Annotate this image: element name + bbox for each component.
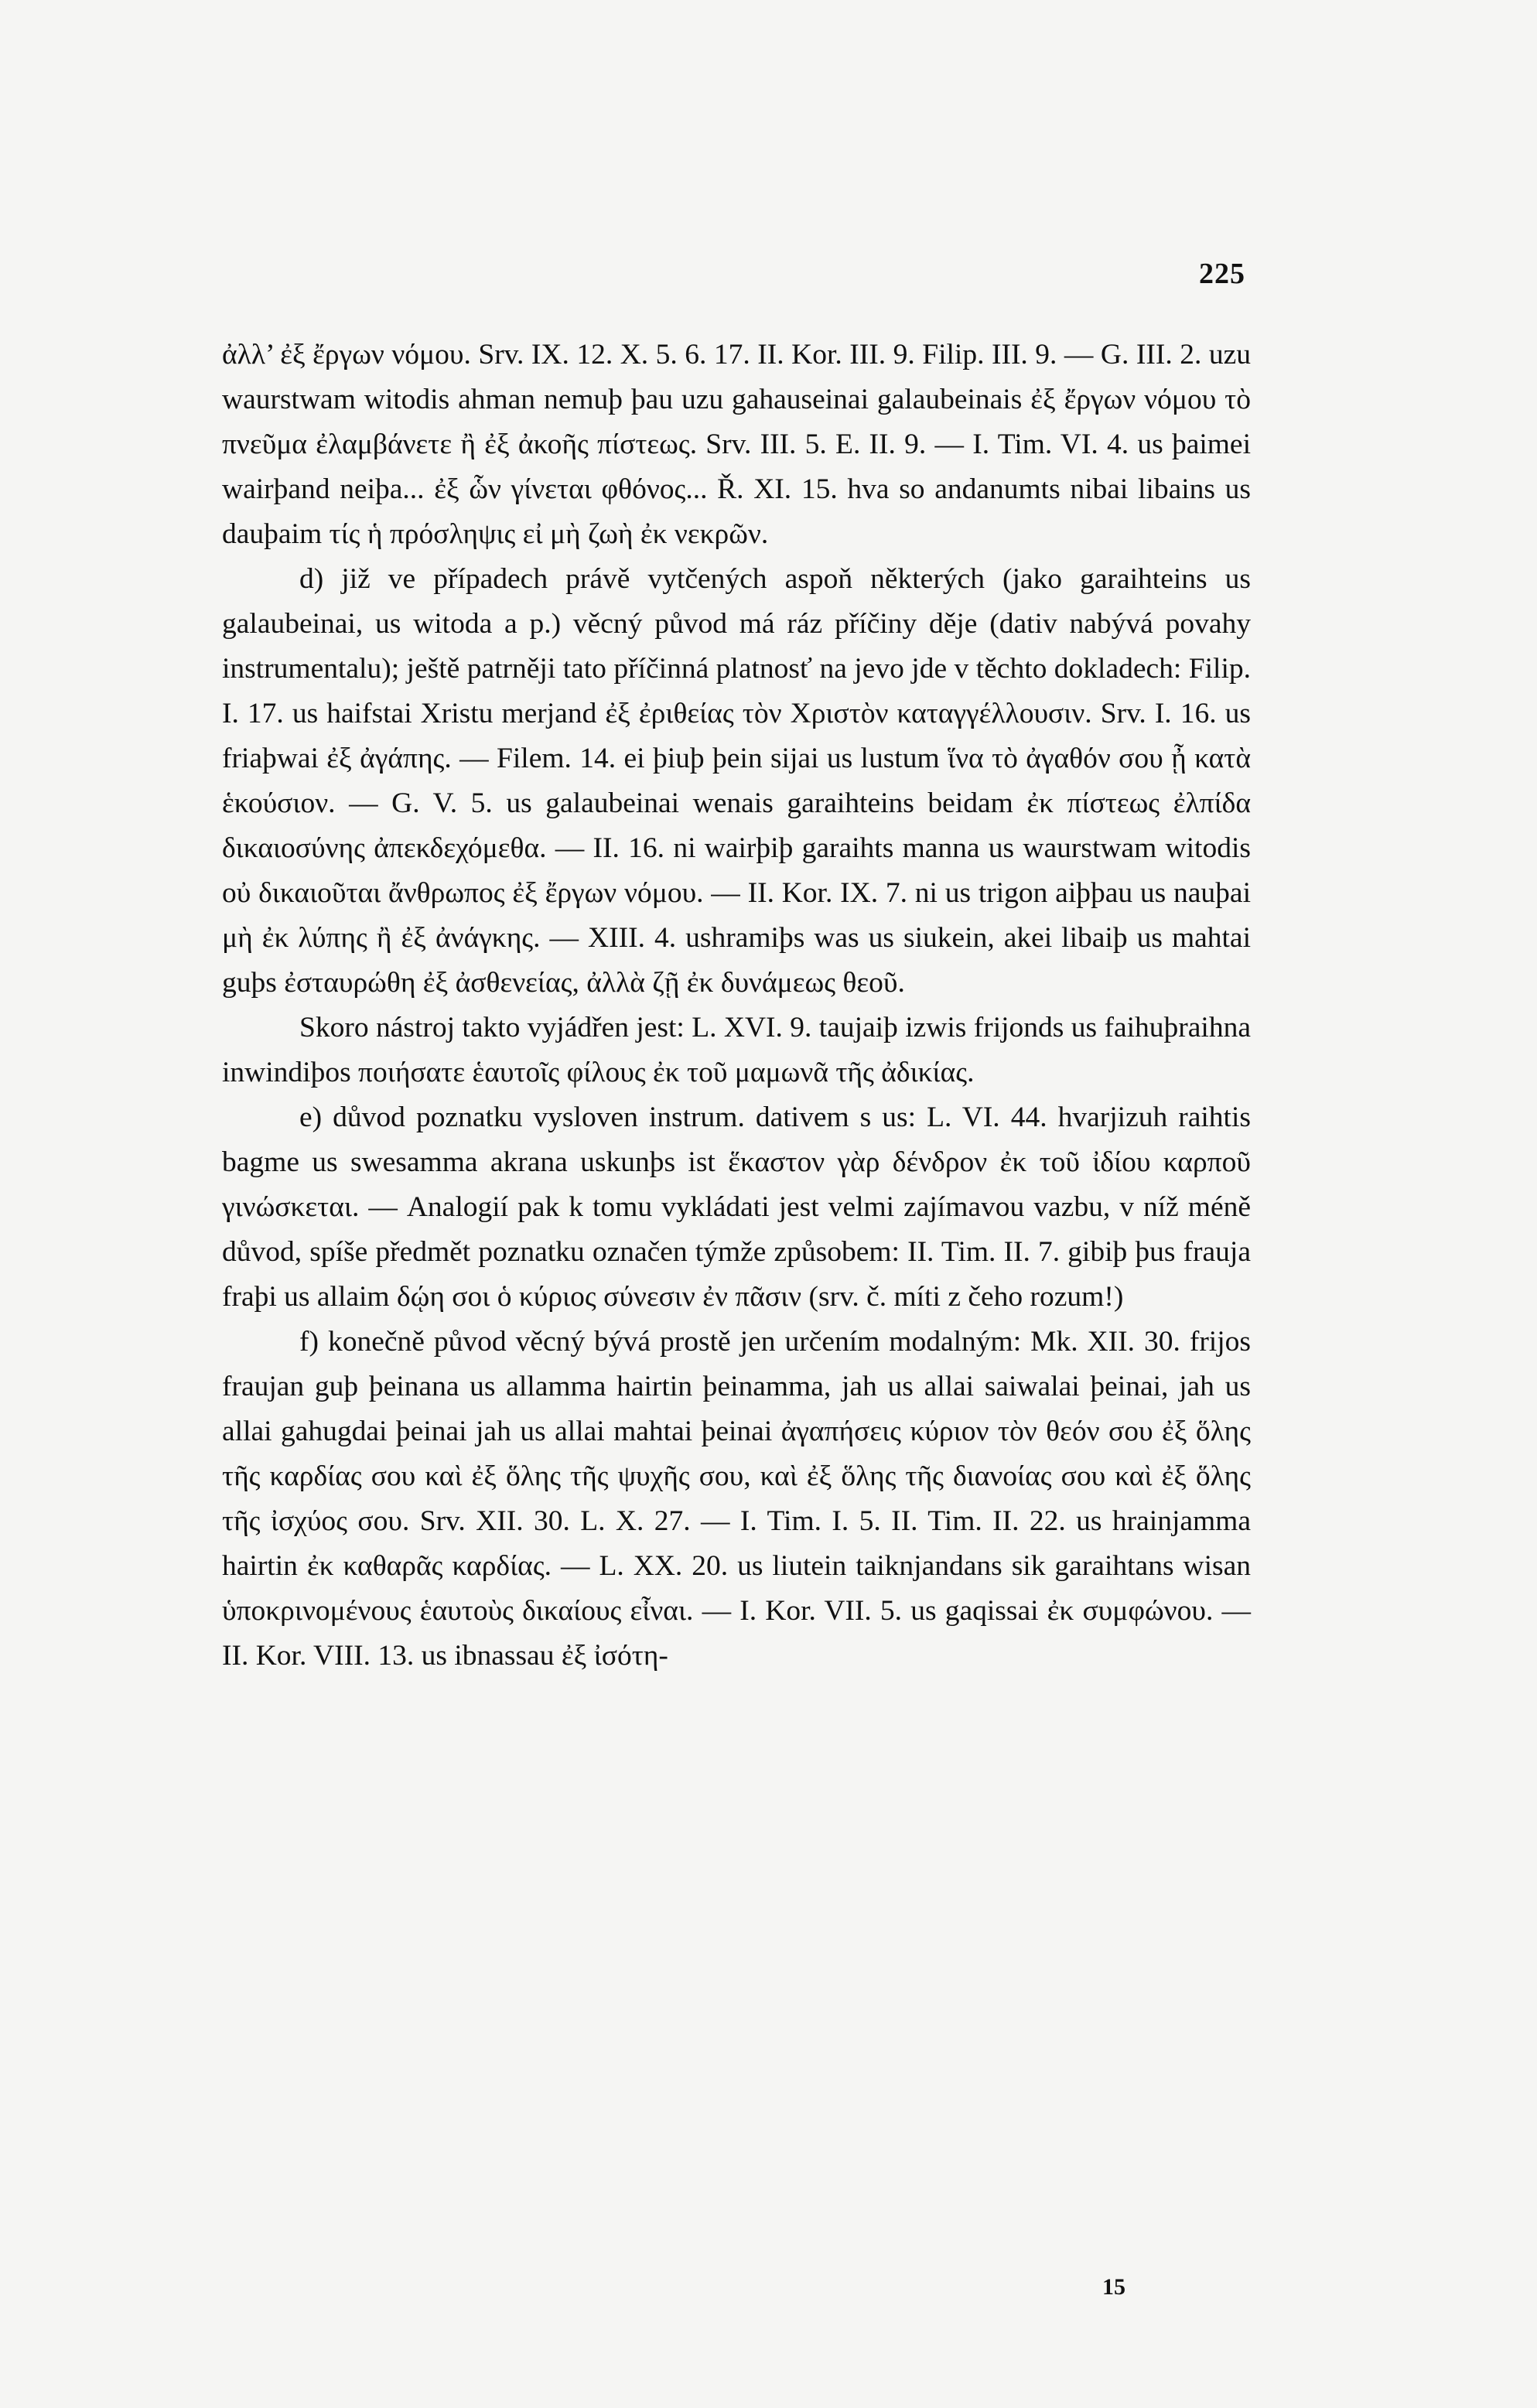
paragraph-2: d) již ve případech právě vytčených aspoň některých (jako garaihteins us galaubeinai, us witoda a p.) věcný původ má ráz příčiny děje (dativ nabývá povahy instrumentalu); ještě patrněji tato příčinná platnosť na jevo jde v těchto dokladech: Filip. I. 17. us haifstai Xristu merjand ἐξ ἐριθείας τὸν Χριστὸν καταγγέλλουσιν. Srv. I. 16. us friaþwai ἐξ ἀγάπης. — Filem. 14. ei þiuþ þein sijai us lustum ἵνα τὸ ἀγαθόν σου ᾖ κατὰ ἑκούσιον. — G. V. 5. us galaubeinai wenais garaihteins beidam ἐκ πίστεως ἐλπίδα δικαιοσύνης ἀπεκδεχόμεθα. — II. 16. ni wairþiþ garaihts manna us waurstwam witodis οὐ δικαιοῦται ἄνθρωπος ἐξ ἔργων νόμου. — II. Kor. IX. 7. ni us trigon aiþþau us nauþai μὴ ἐκ λύπης ἢ ἐξ ἀνάγκης. — XIII. 4. ushramiþs was us siukein, akei libaiþ us mahtai guþs ἐσταυρώθη ἐξ ἀσθενείας, ἀλλὰ ζῇ ἐκ δυνάμεως θεοῦ.: [222, 563, 1251, 999]
printer-signature-mark: 15: [1102, 2274, 1125, 2300]
paragraph-5: f) konečně původ věcný bývá prostě jen určením modalným: Mk. XII. 30. frijos fraujan guþ þeinana us allamma hairtin þeinamma, jah us allai saiwalai þeinai, jah us allai gahugdai þeinai jah us allai mahtai þeinai ἀγαπήσεις κύριον τὸν θεόν σου ἐξ ὅλης τῆς καρδίας σου καὶ ἐξ ὅλης τῆς ψυχῆς σου, καὶ ἐξ ὅλης τῆς διανοίας σου καὶ ἐξ ὅλης τῆς ἰσχύος σου. Srv. XII. 30. L. X. 27. — I. Tim. I. 5. II. Tim. II. 22. us hrainjamma hairtin ἐκ καθαρᾶς καρδίας. — L. XX. 20. us liutein taiknjandans sik garaihtans wisan ὑποκρινομένους ἑαυτοὺς δικαίους εἶναι. — I. Kor. VII. 5. us gaqissai ἐκ συμφώνου. — II. Kor. VIII. 13. us ibnassau ἐξ ἰσότη-: [222, 1326, 1251, 1672]
paragraph-3: Skoro nástroj takto vyjádřen jest: L. XVI. 9. taujaiþ izwis frijonds us faihuþraihna inwindiþos ποιήσατε ἑαυτοῖς φίλους ἐκ τοῦ μαμωνᾶ τῆς ἀδικίας.: [222, 1012, 1251, 1088]
page-number: 225: [1199, 258, 1245, 290]
paragraph-1: ἀλλ’ ἐξ ἔργων νόμου. Srv. IX. 12. X. 5. 6. 17. II. Kor. III. 9. Filip. III. 9. — G. III. 2. uzu waurstwam witodis ahman nemuþ þau uzu gahauseinai galaubeinais ἐξ ἔργων νόμου τὸ πνεῦμα ἐλαμβάνετε ἢ ἐξ ἀκοῆς πίστεως. Srv. III. 5. E. II. 9. — I. Tim. VI. 4. us þaimei wairþand neiþa... ἐξ ὧν γίνεται φθόνος... Ř. XI. 15. hva so andanumts nibai libains us dauþaim τίς ἡ πρόσληψις εἰ μὴ ζωὴ ἐκ νεκρῶν.: [222, 339, 1251, 550]
body-text: [222, 333, 1251, 1679]
paragraph-4: e) důvod poznatku vysloven instrum. dativem s us: L. VI. 44. hvarjizuh raihtis bagme us swesamma akrana uskunþs ist ἕκαστον γὰρ δένδρον ἐκ τοῦ ἰδίου καρποῦ γινώσκεται. — Analogií pak k tomu vykládati jest velmi zajímavou vazbu, v níž méně důvod, spíše předmět poznatku označen týmže způsobem: II. Tim. II. 7. gibiþ þus frauja fraþi us allaim δῴη σοι ὁ κύριος σύνεσιν ἐν πᾶσιν (srv. č. míti z čeho rozum!): [222, 1102, 1251, 1313]
